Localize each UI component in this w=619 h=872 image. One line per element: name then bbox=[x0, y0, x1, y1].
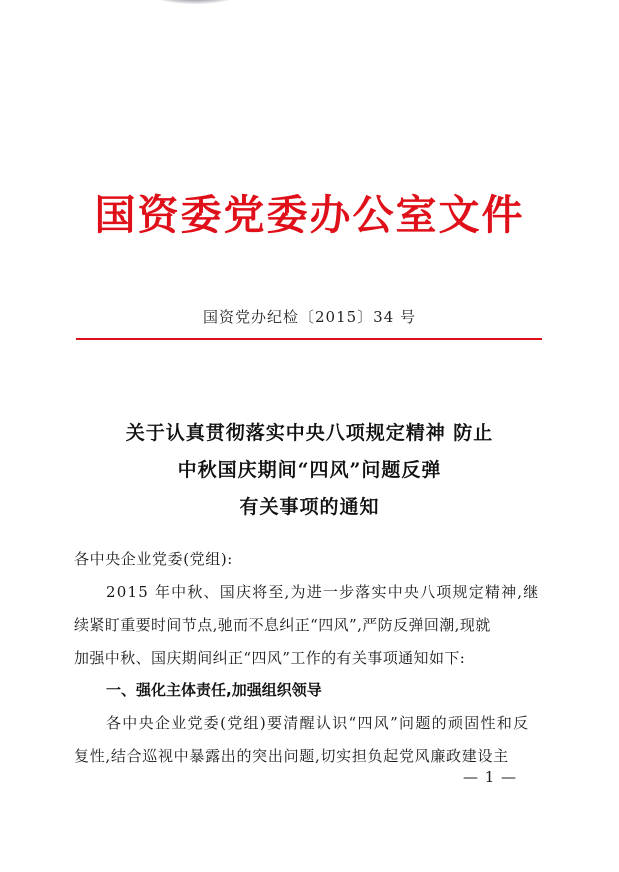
salutation: 各中央企业党委(党组): bbox=[74, 550, 233, 568]
paragraph-1-line-3: 加强中秋、国庆期间纠正“四风”工作的有关事项通知如下: bbox=[74, 649, 466, 667]
paragraph-1-line-1: 2015 年中秋、国庆将至,为进一步落实中央八项规定精神,继 bbox=[106, 583, 540, 601]
paragraph-2-line-2: 复性,结合巡视中暴露出的突出问题,切实担负起党风廉政建设主 bbox=[74, 747, 509, 765]
section-1-heading: 一、强化主体责任,加强组织领导 bbox=[106, 681, 322, 699]
paragraph-1-line-2: 续紧盯重要时间节点,驰而不息纠正“四风”,严防反弹回潮,现就 bbox=[74, 616, 491, 634]
paragraph-2-line-1: 各中央企业党委(党组)要清醒认识“四风”问题的顽固性和反 bbox=[106, 714, 530, 732]
page-number: — 1 — bbox=[462, 768, 518, 786]
issuing-organization-title: 国资委党委办公室文件 bbox=[94, 191, 525, 239]
red-separator-line bbox=[76, 338, 542, 340]
scan-artifact bbox=[150, 0, 240, 4]
notice-title-line-3: 有关事项的通知 bbox=[239, 496, 380, 518]
document-number: 国资党办纪检〔2015〕34 号 bbox=[202, 308, 417, 326]
notice-title-line-1: 关于认真贯彻落实中央八项规定精神 防止 bbox=[125, 422, 494, 444]
notice-title-line-2: 中秋国庆期间“四风”问题反弹 bbox=[177, 459, 442, 481]
